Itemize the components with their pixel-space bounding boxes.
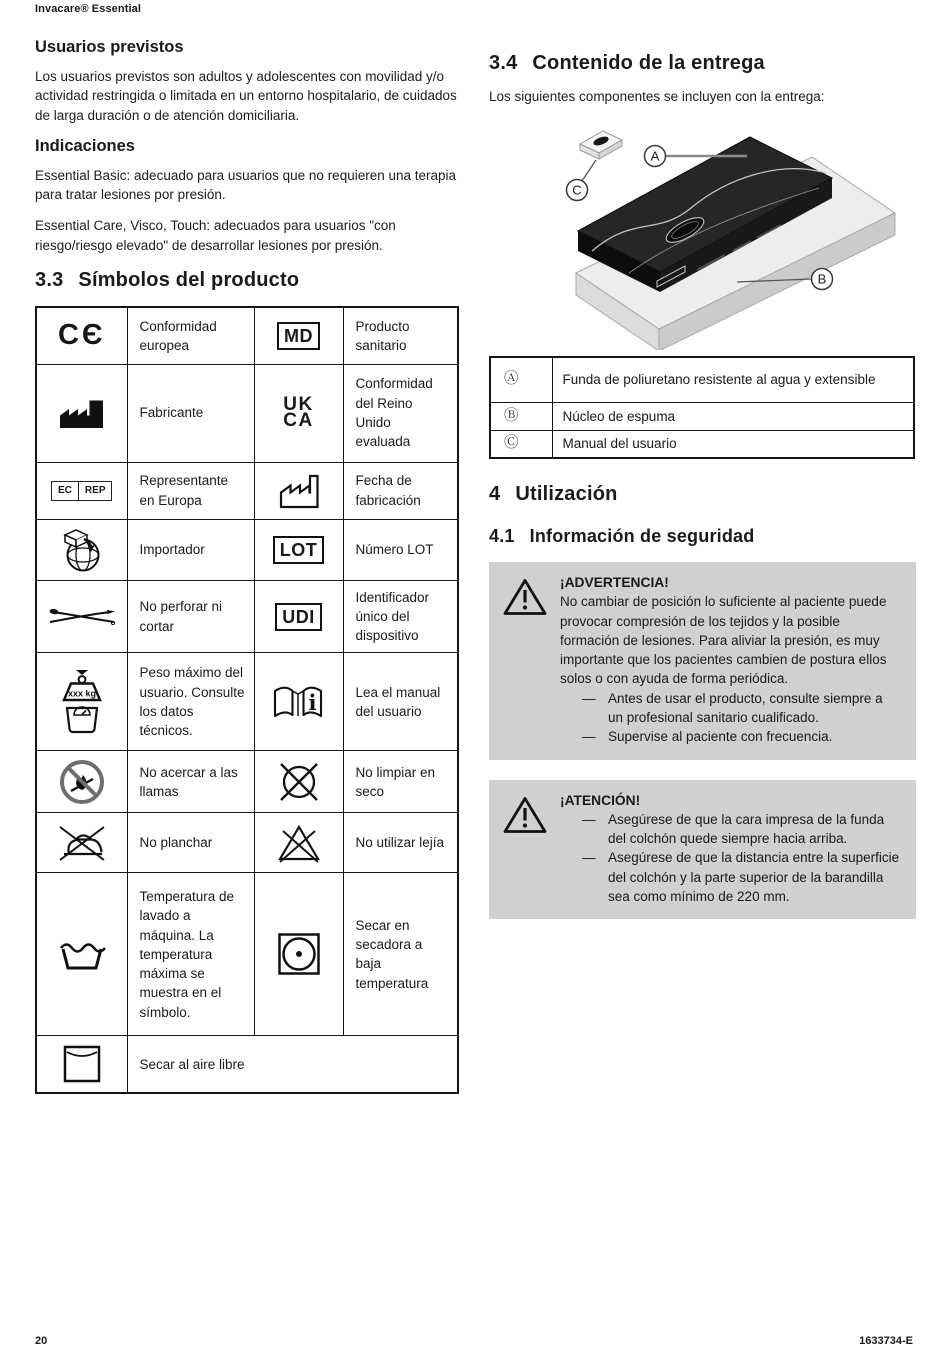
- right-column: [489, 52, 916, 919]
- caution-bullet: [582, 848, 900, 906]
- table-row: [36, 307, 458, 364]
- warning-triangle-icon: [502, 576, 548, 618]
- delivery-intro: Los siguientes componentes se incluyen con la entrega:: [489, 89, 825, 104]
- component-description: Núcleo de espuma: [552, 402, 914, 430]
- usage-section-heading: [489, 483, 916, 506]
- symbol-label: Secar en secadora a baja temperatura: [343, 873, 458, 1036]
- table-row: [490, 357, 914, 402]
- svg-text:C: C: [572, 182, 582, 198]
- table-row: [36, 519, 458, 580]
- md-symbol-icon: MD: [254, 307, 343, 364]
- symbol-label: No limpiar en seco: [343, 751, 458, 813]
- component-key-c: Ⓒ: [490, 430, 552, 458]
- warning-icon-wrap: [499, 791, 560, 906]
- component-key-a: Ⓐ: [490, 357, 552, 402]
- symbol-label: No planchar: [127, 813, 254, 873]
- table-row: [36, 813, 458, 873]
- component-description: Funda de poliuretano resistente al agua y extensible: [552, 357, 914, 402]
- caution-title: ¡ATENCIÓN!: [560, 792, 641, 808]
- caution-bullet-text: Asegúrese de que la cara impresa de la funda del colchón quede siempre hacia arriba.: [608, 811, 885, 846]
- no-puncture-cut-icon: [36, 580, 127, 653]
- svg-text:A: A: [650, 148, 660, 164]
- no-dry-cleaning-icon: [254, 751, 343, 813]
- delivery-section-heading: [489, 52, 916, 75]
- svg-text:B: B: [817, 271, 827, 287]
- table-row: [36, 873, 458, 1036]
- dash: —: [582, 690, 596, 706]
- indications-paragraph-2: Essential Care, Visco, Touch: adecuados para usuarios "con riesgo/riesgo elevado" de desarrollar lesiones por presión.: [35, 218, 396, 253]
- component-description: Manual del usuario: [552, 430, 914, 458]
- no-open-flames-icon: [36, 751, 127, 813]
- warning-box-advertencia: [489, 562, 916, 759]
- left-column: [35, 38, 459, 1094]
- machine-wash-temperature-icon: [36, 873, 127, 1036]
- no-ironing-icon: [36, 813, 127, 873]
- dash: —: [582, 729, 596, 745]
- section-number: 3.4: [489, 52, 518, 74]
- symbol-label: No acercar a las llamas: [127, 751, 254, 813]
- symbol-label: Fecha de fabricación: [343, 462, 458, 519]
- mattress-components-illustration: [489, 110, 916, 350]
- product-symbols-table: [35, 306, 459, 1094]
- footer-doc-code: 1633734-E: [859, 1335, 913, 1347]
- section-title: Símbolos del producto: [78, 269, 300, 292]
- section-number: 4.1: [489, 526, 515, 547]
- no-bleach-icon: [254, 813, 343, 873]
- symbol-label: Peso máximo del usuario. Consulte los datos técnicos.: [127, 653, 254, 751]
- intended-users-heading: Usuarios previstos: [35, 38, 184, 56]
- figure-label-c: [567, 160, 597, 201]
- symbol-label: Identificador único del dispositivo: [343, 580, 458, 653]
- ukca-mark-icon: UK CA: [254, 364, 343, 462]
- dash: —: [582, 811, 596, 827]
- caution-box-atencion: [489, 780, 916, 919]
- symbol-label: Lea el manual del usuario: [343, 653, 458, 751]
- warning-bullet: [582, 689, 900, 728]
- symbol-label: Temperatura de lavado a máquina. La temperatura máxima se muestra en el símbolo.: [127, 873, 254, 1036]
- warning-title: ¡ADVERTENCIA!: [560, 575, 669, 591]
- symbols-section-heading: [35, 269, 459, 292]
- ce-mark-icon: CЄ: [36, 307, 127, 364]
- user-manual-booklet: [580, 131, 622, 159]
- symbol-label: Producto sanitario: [343, 307, 458, 364]
- delivery-contents-figure: [489, 110, 916, 350]
- section-title: Utilización: [515, 483, 618, 506]
- importer-globe-icon: [36, 519, 127, 580]
- table-row: [36, 580, 458, 653]
- manufacture-date-factory-icon: [254, 462, 343, 519]
- table-row: [490, 430, 914, 458]
- dash: —: [582, 850, 596, 866]
- symbol-label: Número LOT: [343, 519, 458, 580]
- symbol-label: Representante en Europa: [127, 462, 254, 519]
- caution-bullet: [582, 810, 900, 849]
- footer-page-number: 20: [35, 1335, 48, 1347]
- warning-content: [560, 573, 900, 746]
- warning-body: No cambiar de posición lo suficiente al paciente puede provocar compresión de los tejidos y la posible formación de lesiones. Para aliviar la presión, es muy importante que los pacientes cambien de postura ellos solos o con ayuda de forma periódica.: [560, 594, 887, 687]
- svg-text:i: i: [308, 689, 316, 715]
- section-number: 3.3: [35, 269, 64, 292]
- section-title: Contenido de la entrega: [532, 52, 765, 74]
- table-row: [36, 751, 458, 813]
- symbol-label: Importador: [127, 519, 254, 580]
- ec-rep-icon: EC REP: [36, 462, 127, 519]
- udi-icon: UDI: [254, 580, 343, 653]
- max-user-weight-icon: [36, 653, 127, 751]
- header-brand: Invacare® Essential: [35, 3, 142, 15]
- symbol-label: Fabricante: [127, 364, 254, 462]
- manufacturer-factory-icon: [36, 364, 127, 462]
- lot-number-icon: LOT: [254, 519, 343, 580]
- table-row: [36, 364, 458, 462]
- warning-bullet-text: Antes de usar el producto, consulte siempre a un profesional sanitario cualificado.: [608, 690, 883, 726]
- symbol-label: Conformidad del Reino Unido evaluada: [343, 364, 458, 462]
- components-table: [489, 356, 915, 459]
- symbol-label: Secar al aire libre: [127, 1036, 458, 1093]
- symbol-label: No utilizar lejía: [343, 813, 458, 873]
- safety-section-heading: [489, 526, 916, 547]
- intended-users-body: Los usuarios previstos son adultos y adolescentes con movilidad y/o actividad restringida o limitada en un entorno hospitalario, de cuidados de larga duración o de atención domiciliaria.: [35, 69, 457, 123]
- indications-paragraph-1: Essential Basic: adecuado para usuarios que no requieren una terapia para tratar lesiones por presión.: [35, 167, 457, 203]
- table-row: [36, 462, 458, 519]
- caution-bullet-text: Asegúrese de que la distancia entre la superficie del colchón y la parte superior de la barandilla sea como mínimo de 220 mm.: [608, 850, 900, 904]
- warning-bullet-text: Supervise al paciente con frecuencia.: [608, 729, 833, 745]
- component-key-b: Ⓑ: [490, 402, 552, 430]
- warning-bullet: [582, 727, 900, 746]
- symbol-label: Conformidad europea: [127, 307, 254, 364]
- section-title: Información de seguridad: [529, 526, 755, 547]
- table-row: [36, 1036, 458, 1093]
- line-dry-icon: [36, 1036, 127, 1093]
- svg-text:xxx kg: xxx kg: [67, 688, 96, 699]
- read-user-manual-icon: [254, 653, 343, 751]
- indications-heading: Indicaciones: [35, 136, 135, 155]
- table-row: [490, 402, 914, 430]
- warning-icon-wrap: [499, 573, 560, 746]
- warning-triangle-icon: [502, 794, 548, 836]
- table-row: [36, 653, 458, 751]
- section-number: 4: [489, 483, 501, 506]
- symbol-label: No perforar ni cortar: [127, 580, 254, 653]
- caution-content: [560, 791, 900, 906]
- tumble-dry-low-icon: [254, 873, 343, 1036]
